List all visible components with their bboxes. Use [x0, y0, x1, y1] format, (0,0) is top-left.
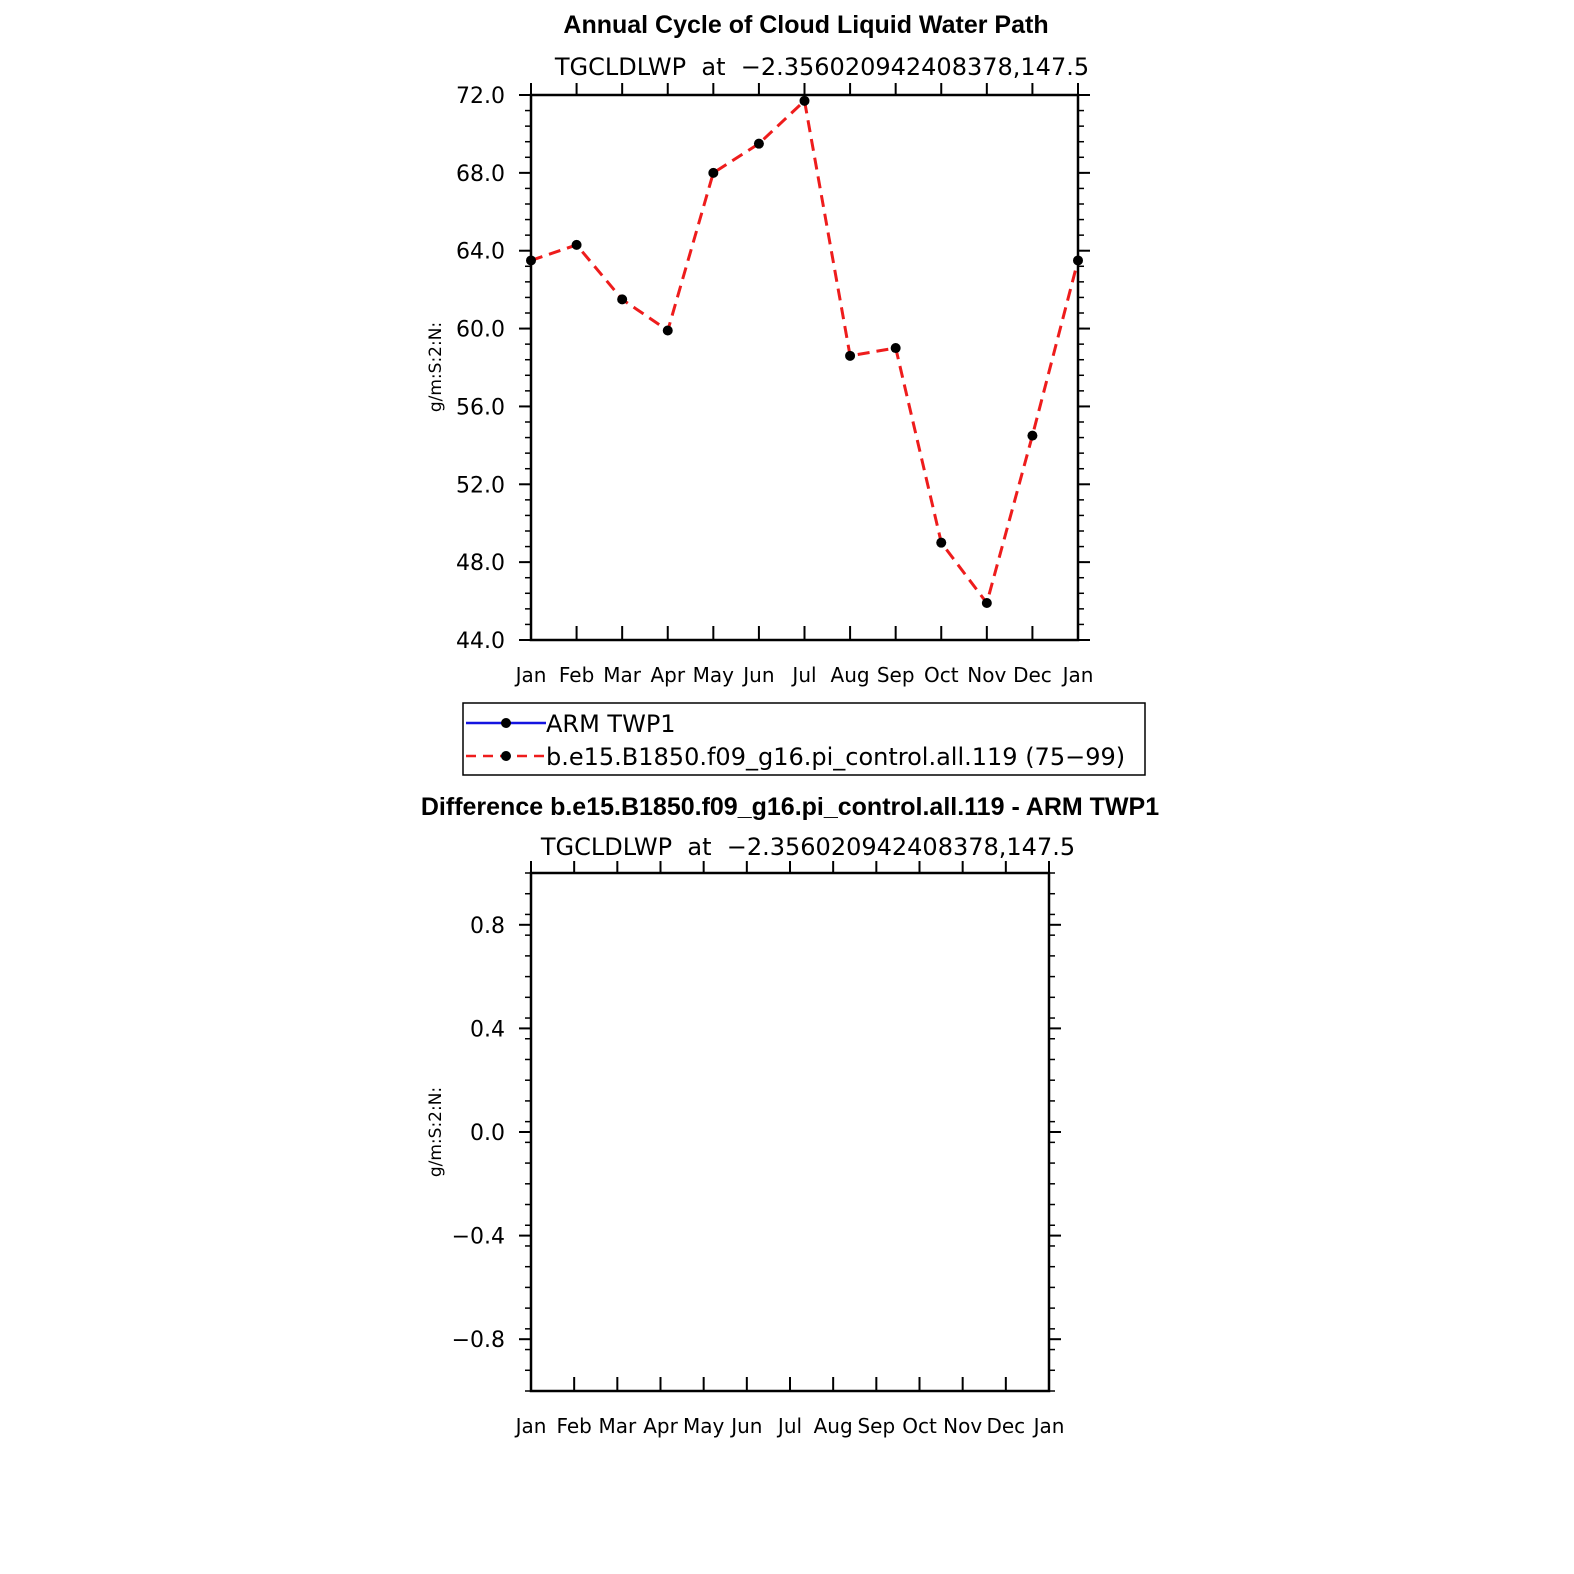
x-tick-label: Jan	[1033, 1414, 1065, 1438]
data-point	[891, 343, 901, 353]
annual-cycle-chart	[426, 11, 1093, 687]
x-tick-label: Sep	[876, 663, 915, 687]
chart2-x-tick-labels	[514, 1414, 1065, 1438]
x-tick-label: Oct	[923, 663, 959, 687]
x-tick-label: May	[682, 1414, 725, 1438]
y-tick-label: 0.8	[470, 913, 505, 939]
y-tick-label: 48.0	[456, 551, 505, 577]
chart2-subtitle: TGCLDLWP at −2.356020942408378,147.5	[540, 833, 1076, 861]
chart2-ticks	[519, 861, 1061, 1391]
chart2-ylabel: g/m:S:2:N:	[426, 1086, 446, 1178]
chart2-title: Difference b.e15.B1850.f09_g16.pi_control.all.119 - ARM TWP1	[420, 793, 1160, 821]
legend-entry-model	[466, 743, 1125, 771]
series-line	[531, 101, 1078, 603]
chart1-title: Annual Cycle of Cloud Liquid Water Path	[563, 11, 1049, 39]
legend	[463, 703, 1145, 775]
y-tick-label: −0.4	[451, 1224, 505, 1250]
x-tick-label: Jun	[743, 663, 775, 687]
y-tick-label: 64.0	[456, 239, 505, 265]
x-tick-label: Sep	[857, 1414, 896, 1438]
data-point	[754, 139, 764, 149]
legend-label-model: b.e15.B1850.f09_g16.pi_control.all.119 (75−99)	[546, 743, 1126, 771]
chart1-y-tick-labels	[456, 84, 505, 654]
x-tick-label: Dec	[986, 1414, 1026, 1438]
x-tick-label: Dec	[1013, 663, 1052, 687]
legend-label-arm-twp1: ARM TWP1	[546, 710, 676, 738]
x-tick-label: Jan	[515, 1414, 547, 1438]
data-point	[663, 326, 673, 336]
y-tick-label: 52.0	[456, 473, 505, 499]
x-tick-label: Oct	[902, 1414, 937, 1438]
x-tick-label: Apr	[650, 663, 686, 687]
chart2-plot-frame	[531, 873, 1049, 1391]
x-tick-label: May	[692, 663, 735, 687]
x-tick-label: Jul	[777, 1414, 803, 1438]
legend-marker-arm-twp1	[501, 718, 511, 728]
data-point	[982, 598, 992, 608]
x-tick-label: Jan	[515, 663, 547, 687]
x-tick-label: Apr	[643, 1414, 678, 1438]
chart1-plot-frame	[531, 95, 1078, 640]
data-point	[936, 538, 946, 548]
x-tick-label: Jul	[792, 663, 817, 687]
x-tick-label: Aug	[830, 663, 870, 687]
x-tick-label: Nov	[943, 1414, 983, 1438]
chart1-subtitle: TGCLDLWP at −2.356020942408378,147.5	[554, 53, 1090, 81]
x-tick-label: Jun	[731, 1414, 763, 1438]
x-tick-label: Aug	[813, 1414, 853, 1438]
data-point	[1027, 431, 1037, 441]
x-tick-label: Nov	[967, 663, 1007, 687]
data-point	[845, 351, 855, 361]
y-tick-label: 72.0	[456, 84, 505, 109]
chart2-y-tick-labels	[452, 914, 505, 1353]
y-tick-label: 0.4	[470, 1017, 505, 1043]
x-tick-label: Feb	[556, 1414, 592, 1438]
data-point	[617, 294, 627, 304]
data-point	[800, 96, 810, 106]
x-tick-label: Mar	[603, 663, 642, 687]
x-tick-label: Feb	[558, 663, 595, 687]
difference-chart	[421, 793, 1159, 1438]
y-tick-label: 68.0	[456, 161, 505, 187]
chart1-x-tick-labels	[514, 663, 1094, 687]
y-tick-label: 60.0	[456, 317, 505, 343]
data-point	[572, 240, 582, 250]
y-tick-label: 0.0	[470, 1121, 505, 1146]
chart1-ticks	[519, 83, 1090, 640]
y-tick-label: 56.0	[456, 395, 505, 421]
data-point	[1073, 255, 1083, 265]
x-tick-label: Jan	[1062, 663, 1094, 687]
y-tick-label: −0.8	[451, 1328, 505, 1354]
legend-marker-model	[501, 751, 511, 761]
y-tick-label: 44.0	[456, 629, 505, 654]
data-point	[526, 255, 536, 265]
data-point	[708, 168, 718, 178]
chart1-ylabel: g/m:S:2:N:	[426, 321, 446, 413]
chart1-series	[526, 96, 1083, 608]
x-tick-label: Mar	[598, 1414, 637, 1438]
